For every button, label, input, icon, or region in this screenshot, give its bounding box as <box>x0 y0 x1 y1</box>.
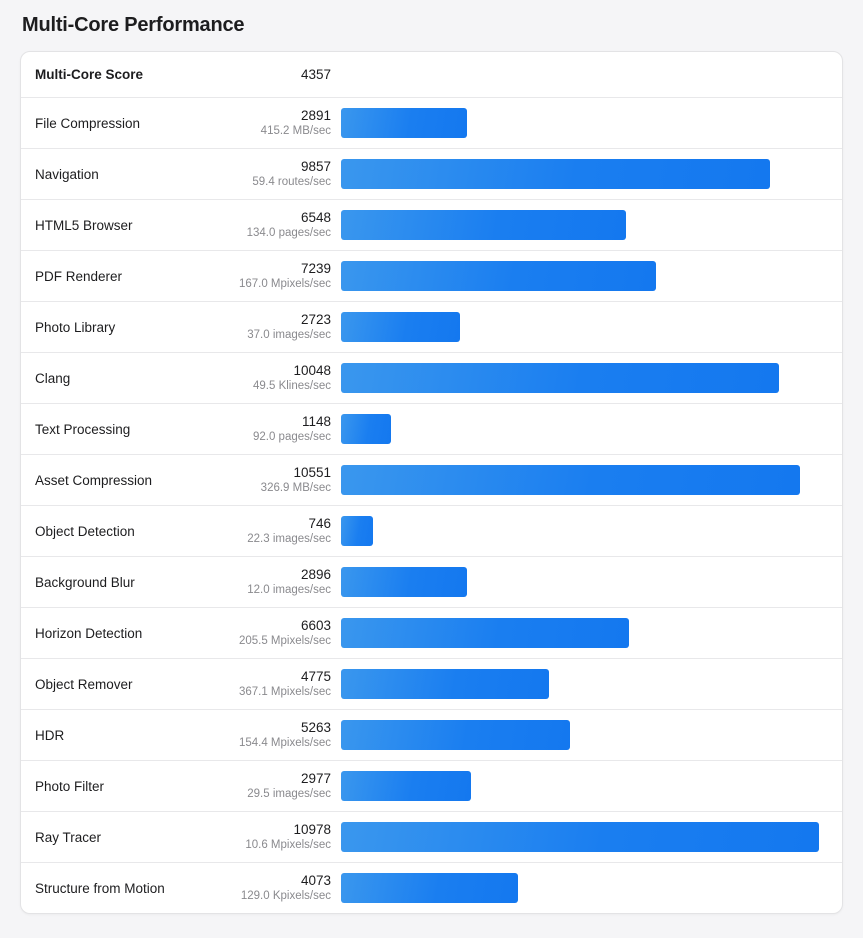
table-row <box>21 97 842 148</box>
benchmark-value-cell <box>181 210 341 241</box>
table-row <box>21 760 842 811</box>
benchmark-label: Background Blur <box>35 574 135 590</box>
table-row <box>21 403 842 454</box>
benchmark-rate: 326.9 MB/sec <box>260 481 331 494</box>
summary-row <box>21 52 842 97</box>
benchmark-score: 1148 <box>301 413 331 429</box>
benchmark-label: Structure from Motion <box>35 880 165 896</box>
benchmark-rate: 29.5 images/sec <box>247 787 331 800</box>
benchmark-bar <box>341 567 467 597</box>
benchmark-score: 9857 <box>300 158 331 174</box>
benchmark-score: 4073 <box>300 872 331 888</box>
summary-score: 4357 <box>300 66 331 82</box>
benchmark-bar-cell <box>341 210 842 240</box>
benchmark-bar-cell <box>341 822 842 852</box>
benchmark-rate: 49.5 Klines/sec <box>253 379 331 392</box>
benchmark-value-cell <box>181 312 341 343</box>
benchmark-label: Asset Compression <box>35 472 153 488</box>
benchmark-bar-cell <box>341 873 842 903</box>
benchmark-score: 10551 <box>293 464 331 480</box>
benchmark-bar <box>341 363 779 393</box>
table-row <box>21 148 842 199</box>
benchmark-value-cell <box>181 669 341 700</box>
benchmark-score: 6603 <box>300 617 331 633</box>
benchmark-rate: 37.0 images/sec <box>247 328 331 341</box>
benchmark-score: 6548 <box>300 209 331 225</box>
benchmark-bar-cell <box>341 771 842 801</box>
benchmark-rate: 205.5 Mpixels/sec <box>238 634 331 647</box>
benchmark-bar <box>341 312 460 342</box>
benchmark-value-cell <box>181 261 341 292</box>
benchmark-label: Ray Tracer <box>35 829 102 845</box>
benchmark-bar-cell <box>341 720 842 750</box>
benchmark-value-cell <box>181 465 341 496</box>
benchmark-bar-cell <box>341 618 842 648</box>
benchmark-bar-cell <box>341 312 842 342</box>
benchmark-rows <box>21 97 842 913</box>
benchmark-label: Clang <box>35 370 71 386</box>
benchmark-score: 2891 <box>300 107 331 123</box>
benchmark-score: 7239 <box>300 260 331 276</box>
table-row <box>21 709 842 760</box>
benchmark-bar <box>341 516 373 546</box>
summary-label: Multi-Core Score <box>35 67 144 82</box>
benchmark-bar-cell <box>341 516 842 546</box>
benchmark-bar-cell <box>341 465 842 495</box>
benchmark-rate: 59.4 routes/sec <box>252 175 331 188</box>
benchmark-rate: 415.2 MB/sec <box>260 124 331 137</box>
benchmark-label: HTML5 Browser <box>35 217 133 233</box>
benchmark-rate: 167.0 Mpixels/sec <box>238 277 331 290</box>
benchmark-score: 2977 <box>300 770 331 786</box>
page-title: Multi-Core Performance <box>22 14 245 36</box>
benchmark-label: Text Processing <box>35 421 131 437</box>
benchmark-bar-cell <box>341 669 842 699</box>
table-row <box>21 454 842 505</box>
benchmark-bar <box>341 771 471 801</box>
table-row <box>21 505 842 556</box>
table-row <box>21 658 842 709</box>
benchmark-value-cell <box>181 567 341 598</box>
benchmark-label: HDR <box>35 727 65 743</box>
benchmark-bar <box>341 465 800 495</box>
table-row <box>21 301 842 352</box>
benchmark-rate: 367.1 Mpixels/sec <box>238 685 331 698</box>
table-row <box>21 250 842 301</box>
benchmark-label: PDF Renderer <box>35 268 123 284</box>
benchmark-label: Object Remover <box>35 676 133 692</box>
benchmark-label: Navigation <box>35 166 99 182</box>
benchmark-value-cell <box>181 108 341 139</box>
table-row <box>21 862 842 913</box>
benchmark-label: Horizon Detection <box>35 625 143 641</box>
benchmark-results-card <box>20 51 843 914</box>
table-row <box>21 352 842 403</box>
benchmark-score: 10048 <box>293 362 331 378</box>
benchmark-label: Photo Filter <box>35 778 105 794</box>
benchmark-rate: 129.0 Kpixels/sec <box>240 889 331 902</box>
benchmark-value-cell <box>181 516 341 547</box>
benchmark-value-cell <box>181 414 341 445</box>
benchmark-label: File Compression <box>35 115 141 131</box>
summary-value <box>181 67 341 83</box>
table-row <box>21 607 842 658</box>
benchmark-bar-cell <box>341 567 842 597</box>
benchmark-rate: 154.4 Mpixels/sec <box>238 736 331 749</box>
benchmark-bar <box>341 873 518 903</box>
benchmark-bar <box>341 669 549 699</box>
benchmark-value-cell <box>181 159 341 190</box>
benchmark-bar-cell <box>341 108 842 138</box>
benchmark-bar-cell <box>341 261 842 291</box>
benchmark-value-cell <box>181 720 341 751</box>
benchmark-score: 2896 <box>300 566 331 582</box>
benchmark-label: Photo Library <box>35 319 116 335</box>
benchmark-bar <box>341 822 819 852</box>
benchmark-rate: 92.0 pages/sec <box>252 430 331 443</box>
benchmark-score: 2723 <box>300 311 331 327</box>
benchmark-score: 4775 <box>300 668 331 684</box>
benchmark-rate: 10.6 Mpixels/sec <box>245 838 331 851</box>
benchmark-bar <box>341 720 570 750</box>
benchmark-rate: 134.0 pages/sec <box>246 226 331 239</box>
benchmark-rate: 12.0 images/sec <box>247 583 331 596</box>
benchmark-score: 10978 <box>293 821 331 837</box>
table-row <box>21 199 842 250</box>
benchmark-value-cell <box>181 363 341 394</box>
benchmark-label: Object Detection <box>35 523 135 539</box>
benchmark-value-cell <box>181 822 341 853</box>
benchmark-bar <box>341 414 391 444</box>
benchmark-bar-cell <box>341 159 842 189</box>
benchmark-value-cell <box>181 873 341 904</box>
benchmark-bar-cell <box>341 414 842 444</box>
benchmark-rate: 22.3 images/sec <box>247 532 331 545</box>
benchmark-score: 5263 <box>300 719 331 735</box>
benchmark-value-cell <box>181 618 341 649</box>
benchmark-bar <box>341 159 770 189</box>
benchmark-bar <box>341 261 656 291</box>
benchmark-value-cell <box>181 771 341 802</box>
benchmark-bar <box>341 108 467 138</box>
table-row <box>21 811 842 862</box>
benchmark-score: 746 <box>308 515 331 531</box>
benchmark-bar-cell <box>341 363 842 393</box>
benchmark-bar <box>341 618 629 648</box>
benchmark-bar <box>341 210 626 240</box>
table-row <box>21 556 842 607</box>
